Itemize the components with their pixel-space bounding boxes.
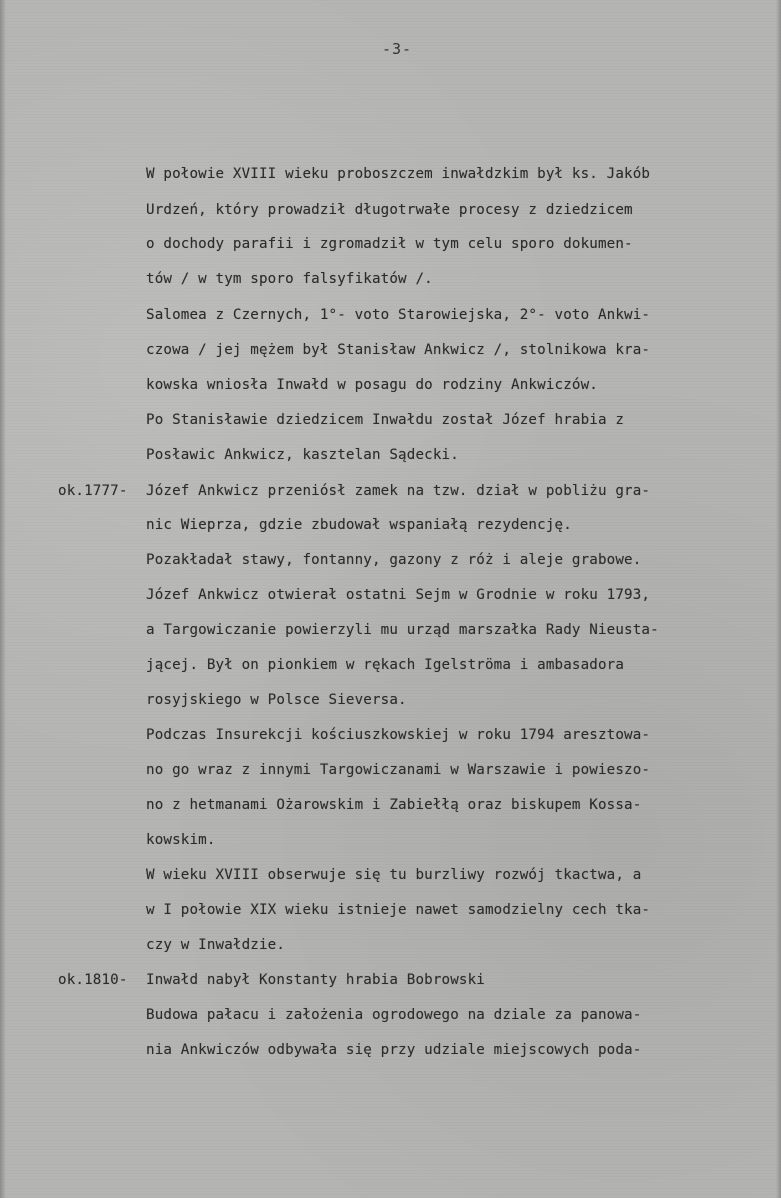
text-line: tów / w tym sporo falsyfikatów /. (146, 271, 433, 287)
text-line: Józef Ankwicz przeniósł zamek na tzw. dział w pobliżu gra- (146, 483, 651, 499)
margin-date-note: ok.1810- (58, 972, 128, 988)
text-line: no go wraz z innymi Targowiczanami w Warszawie i powieszo- (146, 762, 651, 778)
text-line: W wieku XVIII obserwuje się tu burzliwy rozwój tkactwa, a (146, 867, 642, 883)
text-line: a Targowiczanie powierzyli mu urząd marszałka Rady Nieusta- (146, 622, 659, 638)
text-line: Urdzeń, który prowadził długotrwałe procesy z dziedzicem (146, 202, 633, 218)
text-line: nia Ankwiczów odbywała się przy udziale miejscowych poda- (146, 1042, 642, 1058)
paper-right-edge (776, 0, 781, 1198)
text-line: kowskim. (146, 832, 216, 848)
text-line: w I połowie XIX wieku istnieje nawet samodzielny cech tka- (146, 902, 651, 918)
text-line: Po Stanisławie dziedzicem Inwałdu został Józef hrabia z (146, 412, 625, 428)
paper-left-edge (0, 0, 6, 1198)
text-line: W połowie XVIII wieku proboszczem inwałdzkim był ks. Jakób (146, 166, 651, 182)
text-line: Salomea z Czernych, 1°- voto Starowiejska, 2°- voto Ankwi- (146, 307, 651, 323)
text-line: no z hetmanami Ożarowskim i Zabiełłą oraz biskupem Kossa- (146, 797, 642, 813)
text-line: czowa / jej mężem był Stanisław Ankwicz /, stolnikowa kra- (146, 342, 651, 358)
text-line: o dochody parafii i zgromadził w tym celu sporo dokumen- (146, 236, 633, 252)
text-line: Józef Ankwicz otwierał ostatni Sejm w Grodnie w roku 1793, (146, 587, 651, 603)
text-line: Budowa pałacu i założenia ogrodowego na dziale za panowa- (146, 1007, 642, 1023)
text-line: Podczas Insurekcji kościuszkowskiej w roku 1794 aresztowa- (146, 727, 651, 743)
text-line: Inwałd nabył Konstanty hrabia Bobrowski (146, 972, 485, 988)
text-line: rosyjskiego w Polsce Sieversa. (146, 692, 407, 708)
text-line: kowska wniosła Inwałd w posagu do rodziny Ankwiczów. (146, 377, 598, 393)
text-line: czy w Inwałdzie. (146, 937, 286, 953)
text-line: Pozakładał stawy, fontanny, gazony z róż i aleje grabowe. (146, 552, 642, 568)
text-line: nic Wieprza, gdzie zbudował wspaniałą rezydencję. (146, 517, 572, 533)
page-number: -3- (382, 40, 413, 58)
text-line: jącej. Był on pionkiem w rękach Igelströma i ambasadora (146, 657, 625, 673)
text-line: Posławic Ankwicz, kasztelan Sądecki. (146, 447, 459, 463)
margin-date-note: ok.1777- (58, 483, 128, 499)
